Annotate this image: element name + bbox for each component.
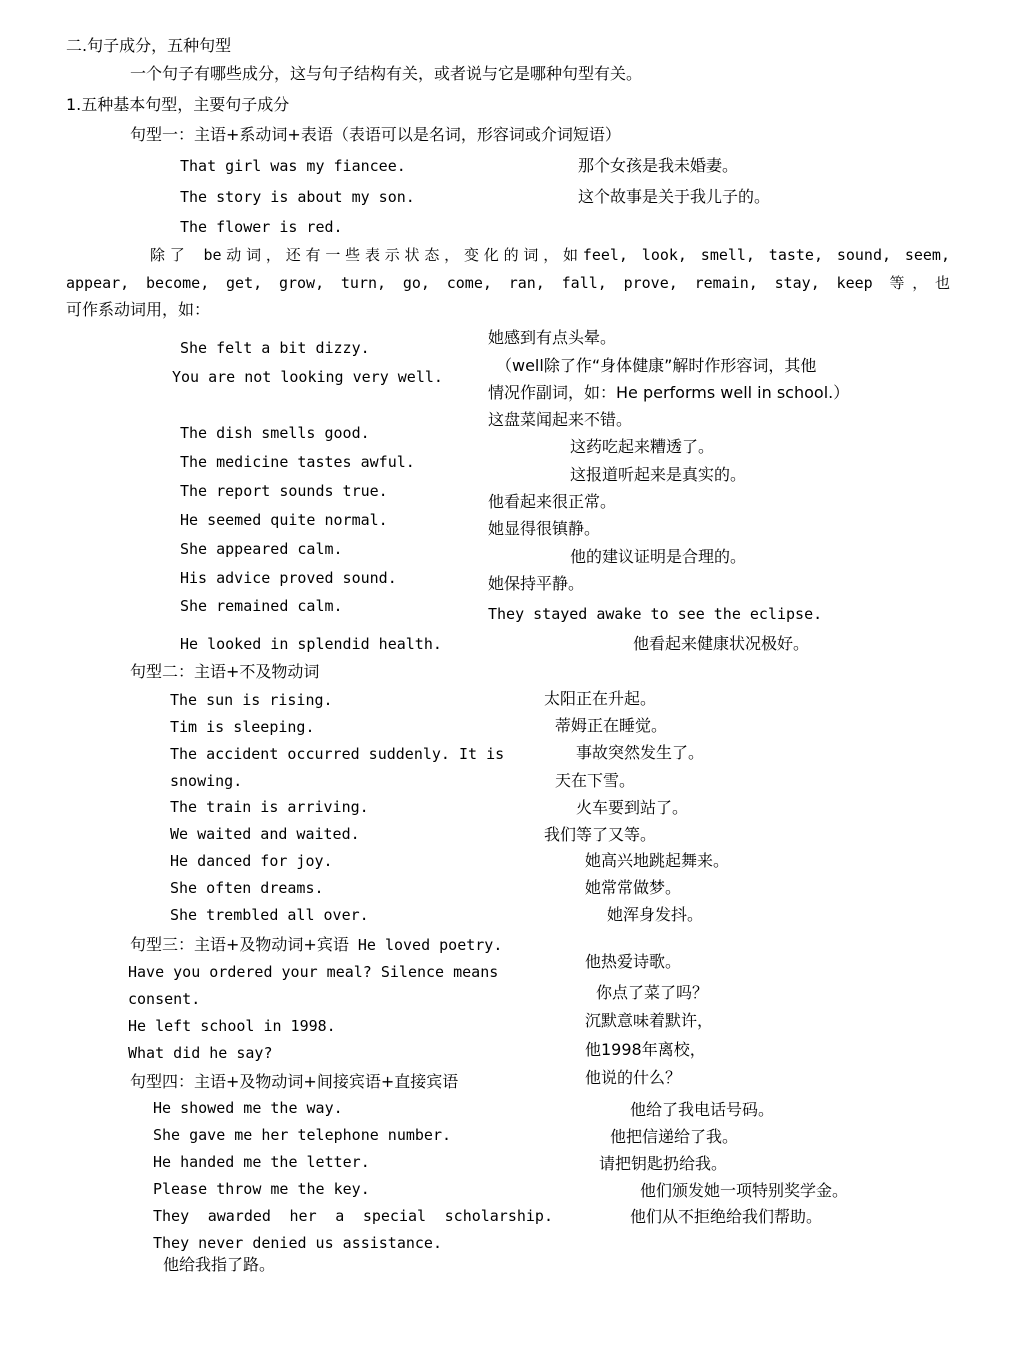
p4-list-zh: 他给了我电话号码。 — [630, 1100, 775, 1119]
linking-verbs-note-line3: 可作系动词用，如： — [66, 300, 211, 319]
p1-list-en: You are not looking very well. — [172, 368, 443, 386]
p2-list-zh: 我们等了又等。 — [544, 825, 657, 844]
p1-list-zh: 这报道听起来是真实的。 — [570, 465, 747, 484]
p1-list-zh: 这药吃起来糟透了。 — [570, 437, 715, 456]
p3-list-zh: 你点了菜了吗？ — [596, 983, 709, 1002]
p2-list-zh: 事故突然发生了。 — [576, 743, 705, 762]
p2-list-zh: 太阳正在升起。 — [544, 689, 657, 708]
p1-list-en: The report sounds true. — [180, 482, 388, 500]
p1-list-en: He looked in splendid health. — [180, 635, 442, 653]
p1-list-en: The medicine tastes awful. — [180, 453, 415, 471]
p4-list-zh: 请把钥匙扔给我。 — [599, 1154, 728, 1173]
p2-list-en: She often dreams. — [170, 879, 324, 897]
pattern4-title: 句型四：主语+及物动词+间接宾语+直接宾语 — [130, 1072, 459, 1091]
p1-list-zh: 她显得很镇静。 — [488, 519, 601, 538]
p2-list-en: The sun is rising. — [170, 691, 333, 709]
p1-list-en: She remained calm. — [180, 597, 343, 615]
p2-list-en: She trembled all over. — [170, 906, 369, 924]
p1-list-zh: 这盘菜闻起来不错。 — [488, 410, 633, 429]
p4-list-en: They awarded her a special scholarship. — [153, 1207, 553, 1225]
p1-example-en: That girl was my fiancee. — [180, 157, 406, 175]
p2-list-en: Tim is sleeping. — [170, 718, 315, 736]
p3-list-zh: 沉默意味着默许， — [585, 1011, 714, 1030]
p1-example-en: The flower is red. — [180, 218, 343, 236]
p4-list-en: He showed me the way. — [153, 1099, 343, 1117]
linking-verbs-note-line2: appear, become, get, grow, turn, go, come, ran, fall, prove, remain, stay, keep 等，也 — [66, 274, 950, 292]
p1-list-en: His advice proved sound. — [180, 569, 397, 587]
p1-list-en: She appeared calm. — [180, 540, 343, 558]
p2-list-zh: 火车要到站了。 — [576, 798, 689, 817]
p2-list-zh: 她常常做梦。 — [585, 878, 682, 897]
p1-list-zh: 情况作副词，如：He performs well in school.） — [488, 383, 850, 402]
p4-list-en: Please throw me the key. — [153, 1180, 370, 1198]
p1-list-zh: （well除了作“身体健康”解时作形容词，其他 — [496, 356, 817, 375]
pattern2-title: 句型二：主语+不及物动词 — [130, 662, 320, 681]
p1-list-en: She felt a bit dizzy. — [180, 339, 370, 357]
p2-list-en: snowing. — [170, 772, 243, 790]
intro-text: 一个句子有哪些成分，这与句子结构有关，或者说与它是哪种句型有关。 — [130, 64, 643, 83]
p2-list-en: We waited and waited. — [170, 825, 360, 843]
p1-list-zh: 他看起来很正常。 — [488, 492, 617, 511]
p2-list-en: He danced for joy. — [170, 852, 333, 870]
p2-list-zh: 她高兴地跳起舞来。 — [585, 851, 730, 870]
p2-list-zh: 她浑身发抖。 — [607, 905, 704, 924]
section-heading: 二.句子成分，五种句型 — [66, 36, 232, 55]
p1-list-en: The dish smells good. — [180, 424, 370, 442]
linking-verbs-note-line1: 除了 be动词，还有一些表示状态，变化的词，如feel, look, smell, taste, sound, seem, — [150, 246, 950, 264]
p4-list-en: They never denied us assistance. — [153, 1234, 442, 1252]
p4-list-zh: 他们颁发她一项特别奖学金。 — [640, 1181, 849, 1200]
p1-list-zh: 他看起来健康状况极好。 — [633, 634, 810, 653]
p1-list-zh: 她感到有点头晕。 — [488, 328, 617, 347]
pattern3-title-label: 句型三：主语+及物动词+宾语 — [130, 935, 349, 954]
p1-list-zh: They stayed awake to see the eclipse. — [488, 605, 823, 623]
p1-list-zh: 她保持平静。 — [488, 574, 585, 593]
pattern1-title: 句型一：主语+系动词+表语（表语可以是名词，形容词或介词短语） — [130, 125, 621, 144]
p2-list-en: The train is arriving. — [170, 798, 369, 816]
p2-list-zh: 天在下雪。 — [555, 771, 636, 790]
p4-tail-zh: 他给我指了路。 — [163, 1255, 276, 1274]
p1-example-zh: 那个女孩是我未婚妻。 — [578, 156, 739, 175]
p3-list-zh: 他热爱诗歌。 — [585, 952, 682, 971]
pattern3-title-example: He loved poetry. — [348, 936, 503, 954]
section1-title: 1.五种基本句型，主要句子成分 — [66, 95, 290, 114]
p4-list-en: She gave me her telephone number. — [153, 1126, 452, 1144]
p4-list-zh: 他把信递给了我。 — [610, 1127, 739, 1146]
p3-list-en: What did he say? — [128, 1044, 273, 1062]
p2-list-zh: 蒂姆正在睡觉。 — [555, 716, 668, 735]
p3-list-zh: 他说的什么？ — [585, 1068, 682, 1087]
pattern3-title — [130, 935, 502, 955]
p1-example-zh: 这个故事是关于我儿子的。 — [578, 187, 771, 206]
p1-example-en: The story is about my son. — [180, 188, 415, 206]
p3-list-en: He left school in 1998. — [128, 1017, 336, 1035]
p3-list-en: consent. — [128, 990, 201, 1008]
p2-list-en: The accident occurred suddenly. It is — [170, 745, 505, 763]
p4-list-zh: 他们从不拒绝给我们帮助。 — [630, 1207, 823, 1226]
p1-list-en: He seemed quite normal. — [180, 511, 388, 529]
p1-list-zh: 他的建议证明是合理的。 — [570, 547, 747, 566]
p3-list-en: Have you ordered your meal? Silence means — [128, 963, 499, 981]
p3-list-zh: 他1998年离校， — [585, 1040, 706, 1059]
p4-list-en: He handed me the letter. — [153, 1153, 370, 1171]
